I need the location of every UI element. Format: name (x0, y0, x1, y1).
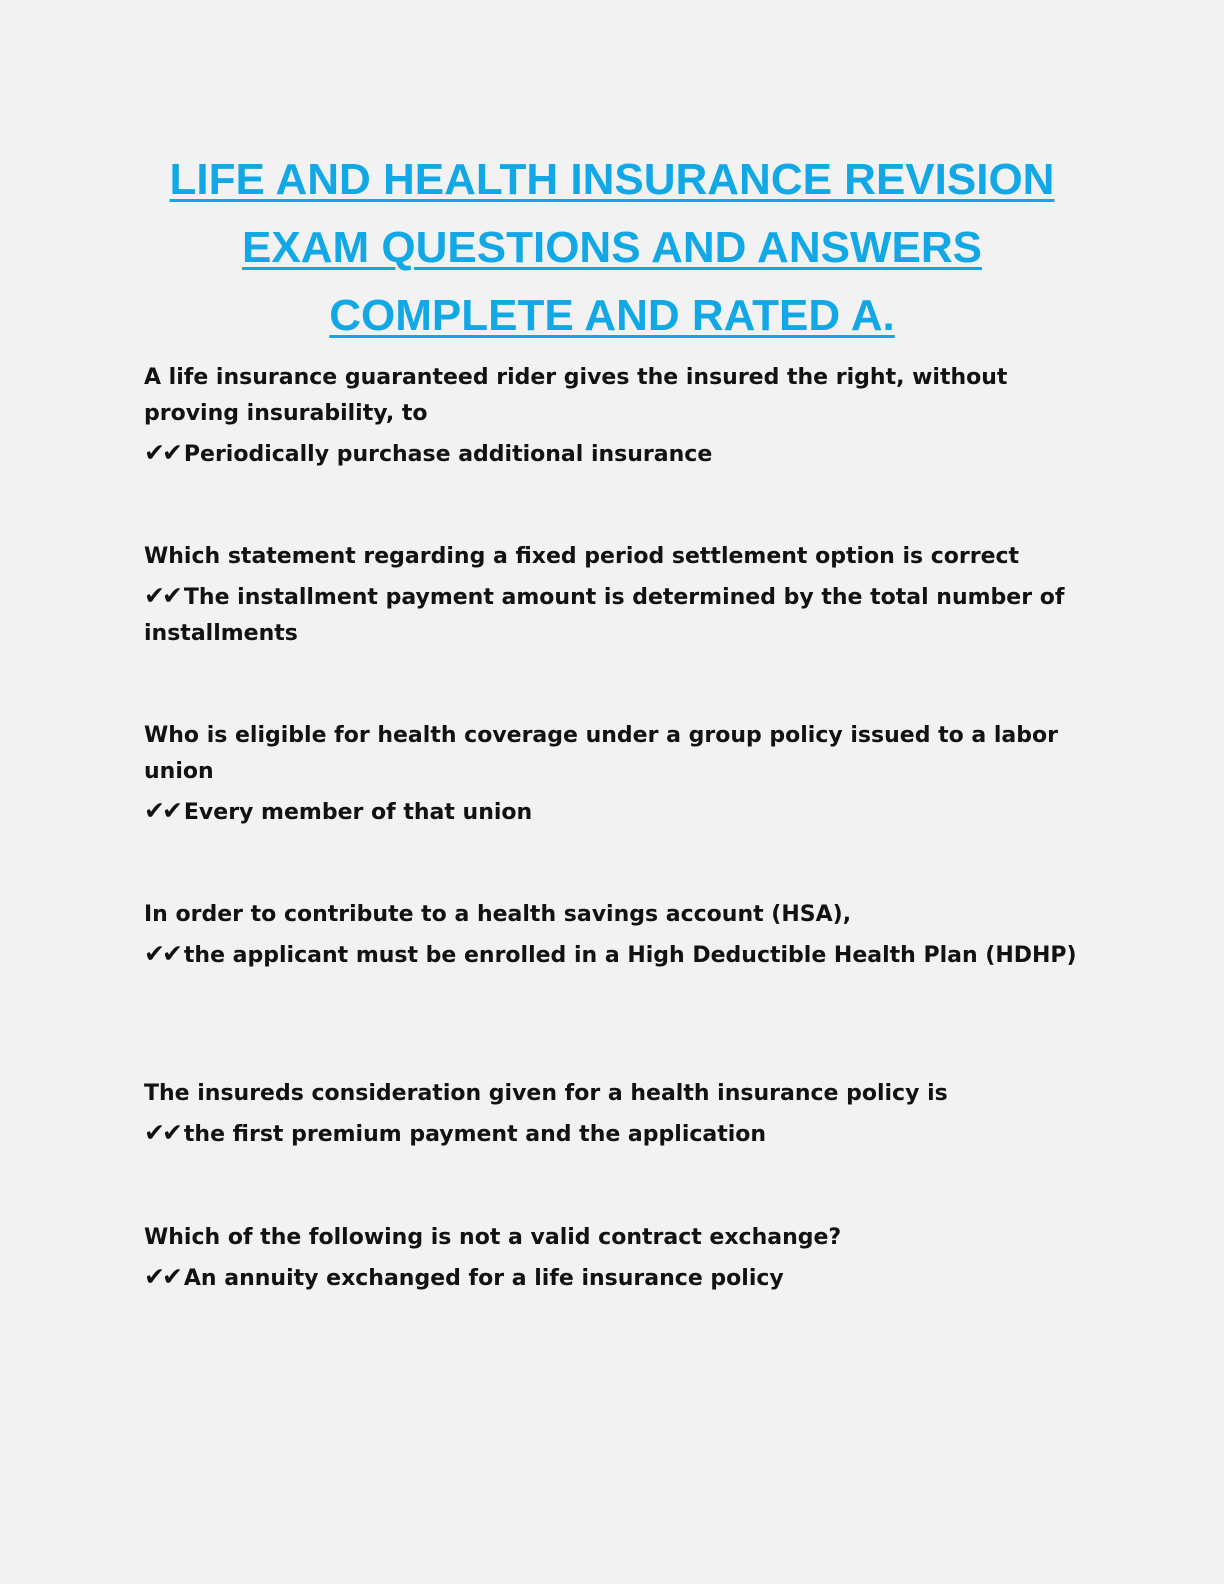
title-line-3: COMPLETE AND RATED A. (329, 291, 895, 340)
title-line-2: EXAM QUESTIONS AND ANSWERS (242, 223, 982, 272)
double-check-icon: ✔✔ (144, 1262, 180, 1291)
qa-item-4 (144, 897, 1084, 974)
answer-text: ✔✔ the applicant must be enrolled in a High Deductible Health Plan (HDHP) (144, 939, 1077, 968)
qa-item-6 (144, 1220, 1084, 1297)
title-line-1: LIFE AND HEALTH INSURANCE REVISION (169, 155, 1055, 204)
double-check-icon: ✔✔ (144, 796, 180, 825)
double-check-icon: ✔✔ (144, 438, 180, 467)
question-text: The insureds consideration given for a health insurance policy is (144, 1081, 948, 1106)
qa-item-2 (144, 539, 1084, 652)
answer-text: ✔✔ the first premium payment and the application (144, 1118, 767, 1147)
qa-item-3 (144, 718, 1084, 831)
qa-item-5 (144, 1076, 1084, 1153)
document-title (140, 146, 1084, 350)
question-text: Which statement regarding a fixed period settlement option is correct (144, 544, 1020, 569)
double-check-icon: ✔✔ (144, 581, 180, 610)
answer-text: ✔✔ An annuity exchanged for a life insurance policy (144, 1262, 784, 1291)
answer-text: ✔✔ The installment payment amount is determined by the total number of installments (144, 581, 1065, 646)
question-text: Which of the following is not a valid contract exchange? (144, 1225, 842, 1250)
answer-text: ✔✔ Periodically purchase additional insurance (144, 438, 713, 467)
double-check-icon: ✔✔ (144, 1118, 180, 1147)
double-check-icon: ✔✔ (144, 939, 180, 968)
question-text: In order to contribute to a health savings account (HSA), (144, 902, 852, 927)
qa-item-1 (144, 360, 1084, 473)
question-text: A life insurance guaranteed rider gives the insured the right, without proving insurability, to (144, 365, 1008, 426)
question-text: Who is eligible for health coverage under a group policy issued to a labor union (144, 723, 1058, 784)
answer-text: ✔✔ Every member of that union (144, 796, 533, 825)
